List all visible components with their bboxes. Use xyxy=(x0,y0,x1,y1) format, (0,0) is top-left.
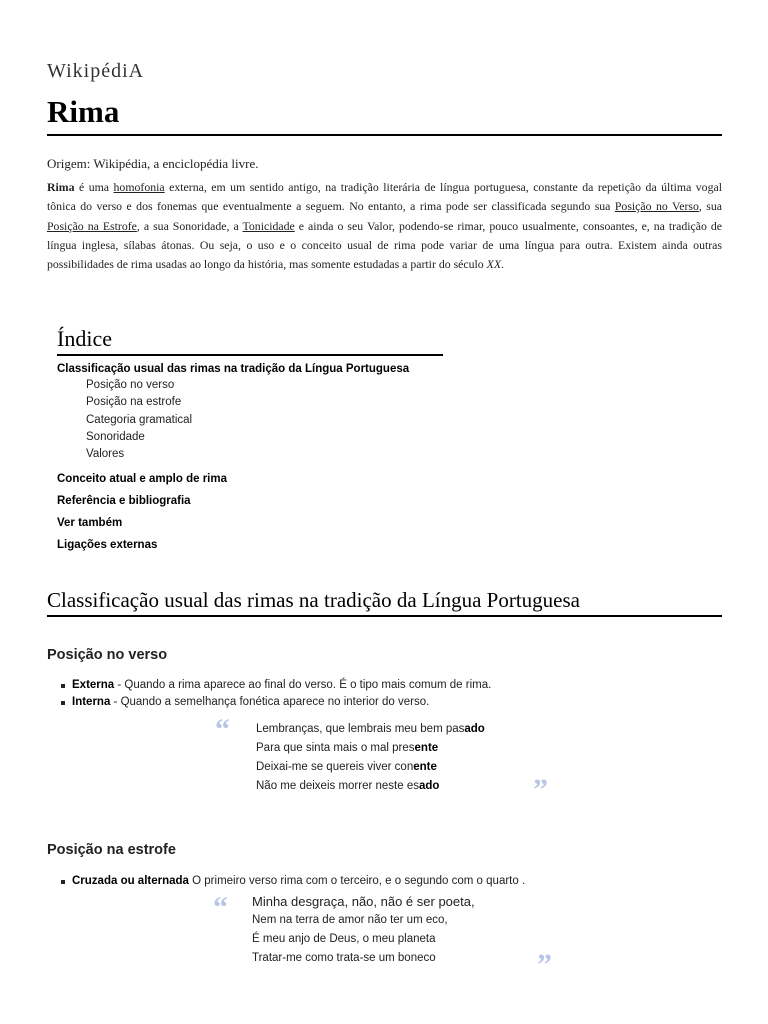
toc-item-ligacoes[interactable]: Ligações externas xyxy=(57,539,158,552)
list-desc: O primeiro verso rima com o terceiro, e o segundo com o quarto . xyxy=(188,875,526,887)
quote-line xyxy=(256,758,485,777)
open-quote-icon: “ xyxy=(215,713,230,746)
toc-title: Índice xyxy=(57,326,443,356)
open-quote-icon: “ xyxy=(213,891,228,924)
rhyme-bold: ente xyxy=(413,761,437,773)
list-term: Cruzada ou alternada xyxy=(72,875,189,887)
quote-line: Tratar-me como trata-se um boneco xyxy=(252,952,436,964)
quote-text: Não me deixeis morrer neste es xyxy=(256,780,419,792)
rhyme-bold: ado xyxy=(418,780,440,792)
toc-subitem-valores[interactable]: Valores xyxy=(86,448,125,461)
verso-list xyxy=(61,677,491,711)
lead-text: e ainda o seu Valor, podendo-se rimar, pouco usualmente, consoantes, e, na tradição de língua inglesa, sílabas átonas. Ou seja, o uso e o conceito usual de rima pode variar de uma língua para outra. Existem ainda outras possibilidades de rima usadas ao longo da história, mas somente estudadas a partir do século xyxy=(47,218,722,272)
quote-line: Nem na terra de amor não ter um eco, xyxy=(252,914,448,926)
lead-text: . xyxy=(501,257,505,272)
link-homofonia[interactable]: homofonia xyxy=(113,180,165,194)
close-quote-icon: ” xyxy=(533,773,548,806)
list-desc: - Quando a semelhança fonética aparece no interior do verso. xyxy=(110,696,430,708)
lead-text: externa, em um sentido antigo, na tradição literária de língua portuguesa, constante da repetição da última vogal tônica do verso e dos fonemas que eventualmente a seguem. No entanto, a rima pode ser classificada segundo sua xyxy=(47,180,722,214)
list-desc: - Quando a rima aparece ao final do verso. É o tipo mais comum de rima. xyxy=(114,679,492,691)
link-posicao-no-verso[interactable]: Posição no Verso xyxy=(614,199,699,214)
list-item xyxy=(61,873,525,890)
century-numeral: XX xyxy=(486,257,502,272)
wikipedia-wordmark: WikipédiA xyxy=(47,60,145,82)
toc-item-ver-tambem[interactable]: Ver também xyxy=(57,517,123,530)
lead-term: Rima xyxy=(47,180,75,194)
list-term: Interna xyxy=(72,696,111,708)
rhyme-bold: ado xyxy=(464,723,485,735)
quote-text: Para que sinta mais o mal pres xyxy=(256,742,415,754)
lead-text: é uma xyxy=(74,180,114,194)
page-title: Rima xyxy=(47,94,722,136)
rhyme-bold: ente xyxy=(414,742,439,754)
quote-line xyxy=(256,739,485,758)
close-quote-icon: ” xyxy=(537,948,552,981)
lead-paragraph xyxy=(47,178,722,274)
section-heading: Classificação usual das rimas na tradição da Língua Portuguesa xyxy=(47,588,722,617)
subsection-heading-verso: Posição no verso xyxy=(47,647,168,663)
quote-line: Minha desgraça, não, não é ser poeta, xyxy=(252,894,475,909)
link-posicao-na-estrofe[interactable]: Posição na Estrofe xyxy=(47,218,137,233)
list-item xyxy=(61,694,491,711)
link-tonicidade[interactable]: Tonicidade xyxy=(242,218,295,233)
quote-text: Lembranças, que lembrais meu bem pas xyxy=(256,723,465,735)
toc-subitem-sonoridade[interactable]: Sonoridade xyxy=(86,430,145,443)
origin-line: Origem: Wikipédia, a enciclopédia livre. xyxy=(47,156,259,171)
toc-item-classificacao[interactable]: Classificação usual das rimas na tradição da Língua Portuguesa xyxy=(57,363,410,375)
list-term: Externa xyxy=(72,679,115,691)
quote-text: Deixai-me se quereis viver con xyxy=(256,761,414,773)
subsection-heading-estrofe: Posição na estrofe xyxy=(47,842,176,858)
toc-subitem-posicao-na-estrofe[interactable]: Posição na estrofe xyxy=(86,396,182,409)
quote-estrofe xyxy=(252,892,475,968)
estrofe-list xyxy=(61,873,525,890)
quote-verso xyxy=(256,720,485,796)
toc-item-referencia[interactable]: Referência e bibliografia xyxy=(57,495,191,508)
lead-text: , a sua Sonoridade, a xyxy=(136,218,243,233)
table-of-contents xyxy=(57,326,443,552)
quote-line xyxy=(256,720,485,739)
toc-subitem-posicao-no-verso[interactable]: Posição no verso xyxy=(86,379,175,391)
lead-text: , sua xyxy=(698,199,723,214)
list-item xyxy=(61,677,491,694)
toc-subitem-categoria-gramatical[interactable]: Categoria gramatical xyxy=(86,413,193,426)
quote-line xyxy=(256,777,485,796)
toc-item-conceito[interactable]: Conceito atual e amplo de rima xyxy=(57,473,227,486)
quote-line: É meu anjo de Deus, o meu planeta xyxy=(252,933,436,945)
